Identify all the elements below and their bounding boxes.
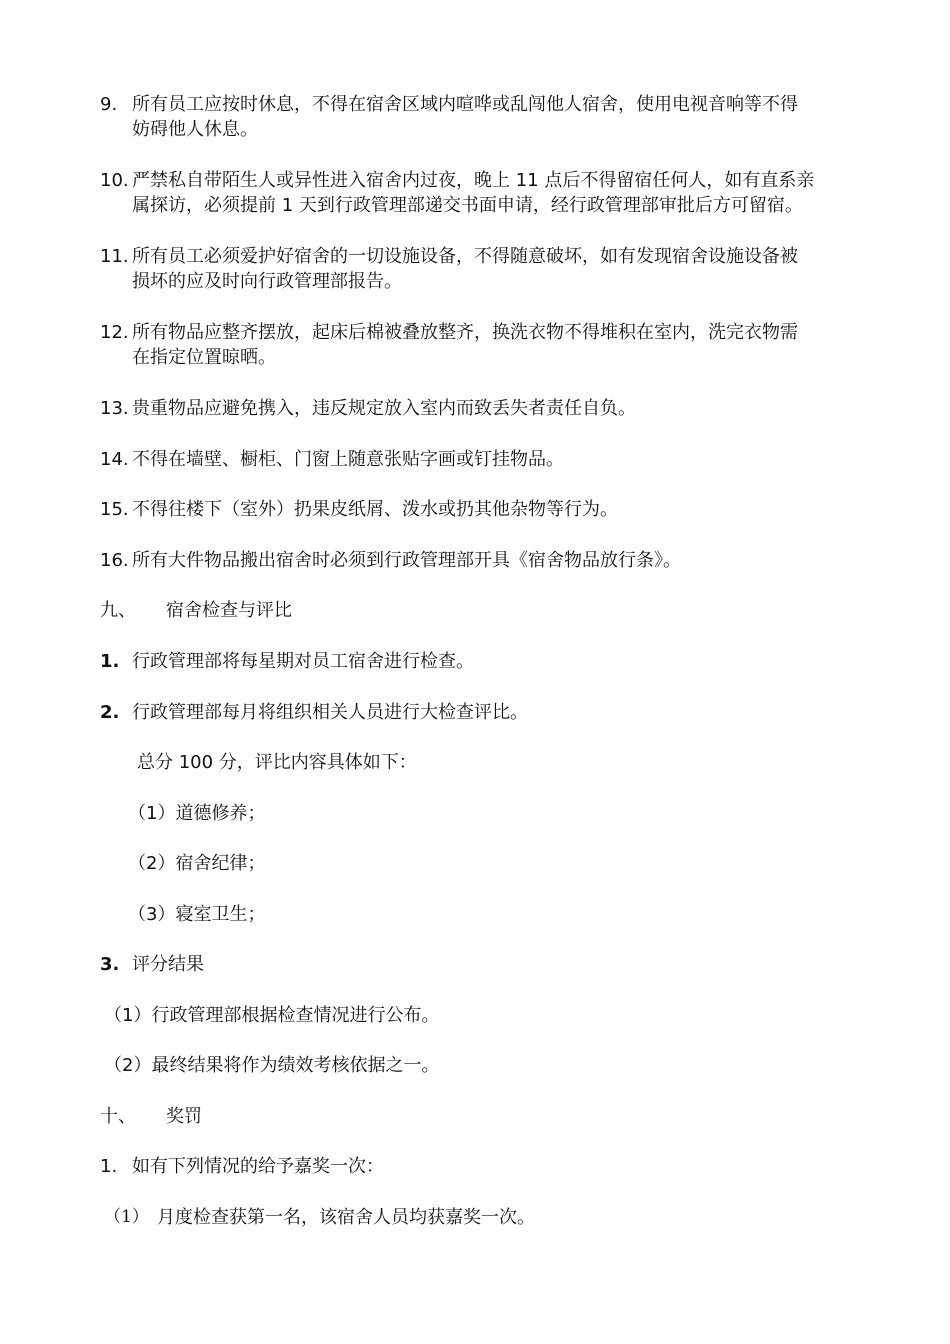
score-note-text: 总分 100 分，评比内容具体如下： [137,752,417,773]
item-text-line: 所有大件物品搬出宿舍时必须到行政管理部开具《宿舍物品放行条》。 [132,550,681,571]
item-text-line: 所有物品应整齐摆放，起床后棉被叠放整齐，换洗衣物不得堆积在室内，洗完衣物需 [132,322,798,343]
item-text [132,320,857,370]
item-number: 9. [100,94,118,115]
item-text-line: 不得在墙壁、橱柜、门窗上随意张贴字画或钉挂物品。 [132,449,564,470]
item-text [132,92,857,142]
criteria-text: （1）道德修养； [128,803,266,824]
result-text: （2）最终结果将作为绩效考核依据之一。 [104,1055,440,1076]
sub-item-text: 月度检查获第一名，该宿舍人员均获嘉奖一次。 [157,1207,535,1228]
item-text: 行政管理部将每星期对员工宿舍进行检查。 [132,651,474,672]
item-number: 3. [100,954,120,975]
item-text-line: 妨碍他人休息。 [132,119,258,140]
item-number: 1. [100,651,120,672]
sub-item-number: （1） [104,1207,149,1227]
item-text [132,447,857,472]
item-text-line: 严禁私自带陌生人或异性进入宿舍内过夜，晚上 11 点后不得留宿任何人，如有直系亲 [132,170,815,191]
section-number: 九、 [100,600,136,621]
section-title: 奖罚 [166,1106,202,1127]
item-text-line: 所有员工必须爱护好宿舍的一切设施设备，不得随意破坏，如有发现宿舍设施设备被 [132,246,798,267]
item-number: 16. [100,550,129,571]
section-title: 宿舍检查与评比 [166,600,292,621]
item-number: 2. [100,702,120,723]
item-text-line: 不得往楼下（室外）扔果皮纸屑、泼水或扔其他杂物等行为。 [132,499,618,520]
item-number: 1. [100,1156,118,1177]
criteria-text: （3）寝室卫生； [128,904,266,925]
item-text [132,497,857,522]
item-text [132,548,857,573]
item-number: 11. [100,246,129,267]
item-text-line: 在指定位置晾晒。 [132,347,276,368]
item-number: 14. [100,449,129,470]
result-text: （1）行政管理部根据检查情况进行公布。 [104,1005,440,1026]
item-text-line: 属探访，必须提前 1 天到行政管理部递交书面申请，经行政管理部审批后方可留宿。 [132,195,803,216]
item-text [132,244,857,294]
criteria-text: （2）宿舍纪律； [128,853,266,874]
item-text: 如有下列情况的给予嘉奖一次： [132,1156,384,1177]
item-number: 13. [100,398,129,419]
item-text: 行政管理部每月将组织相关人员进行大检查评比。 [132,702,528,723]
item-text-line: 损坏的应及时向行政管理部报告。 [132,271,402,292]
section-number: 十、 [100,1106,136,1127]
item-text [132,168,857,218]
item-text-line: 贵重物品应避免携入，违反规定放入室内而致丢失者责任自负。 [132,398,636,419]
item-number: 12. [100,322,129,343]
item-text [132,396,857,421]
item-text-line: 所有员工应按时休息，不得在宿舍区域内喧哗或乱闯他人宿舍，使用电视音响等不得 [132,94,798,115]
item-text: 评分结果 [132,954,204,975]
item-number: 15. [100,499,129,520]
item-number: 10. [100,170,129,191]
